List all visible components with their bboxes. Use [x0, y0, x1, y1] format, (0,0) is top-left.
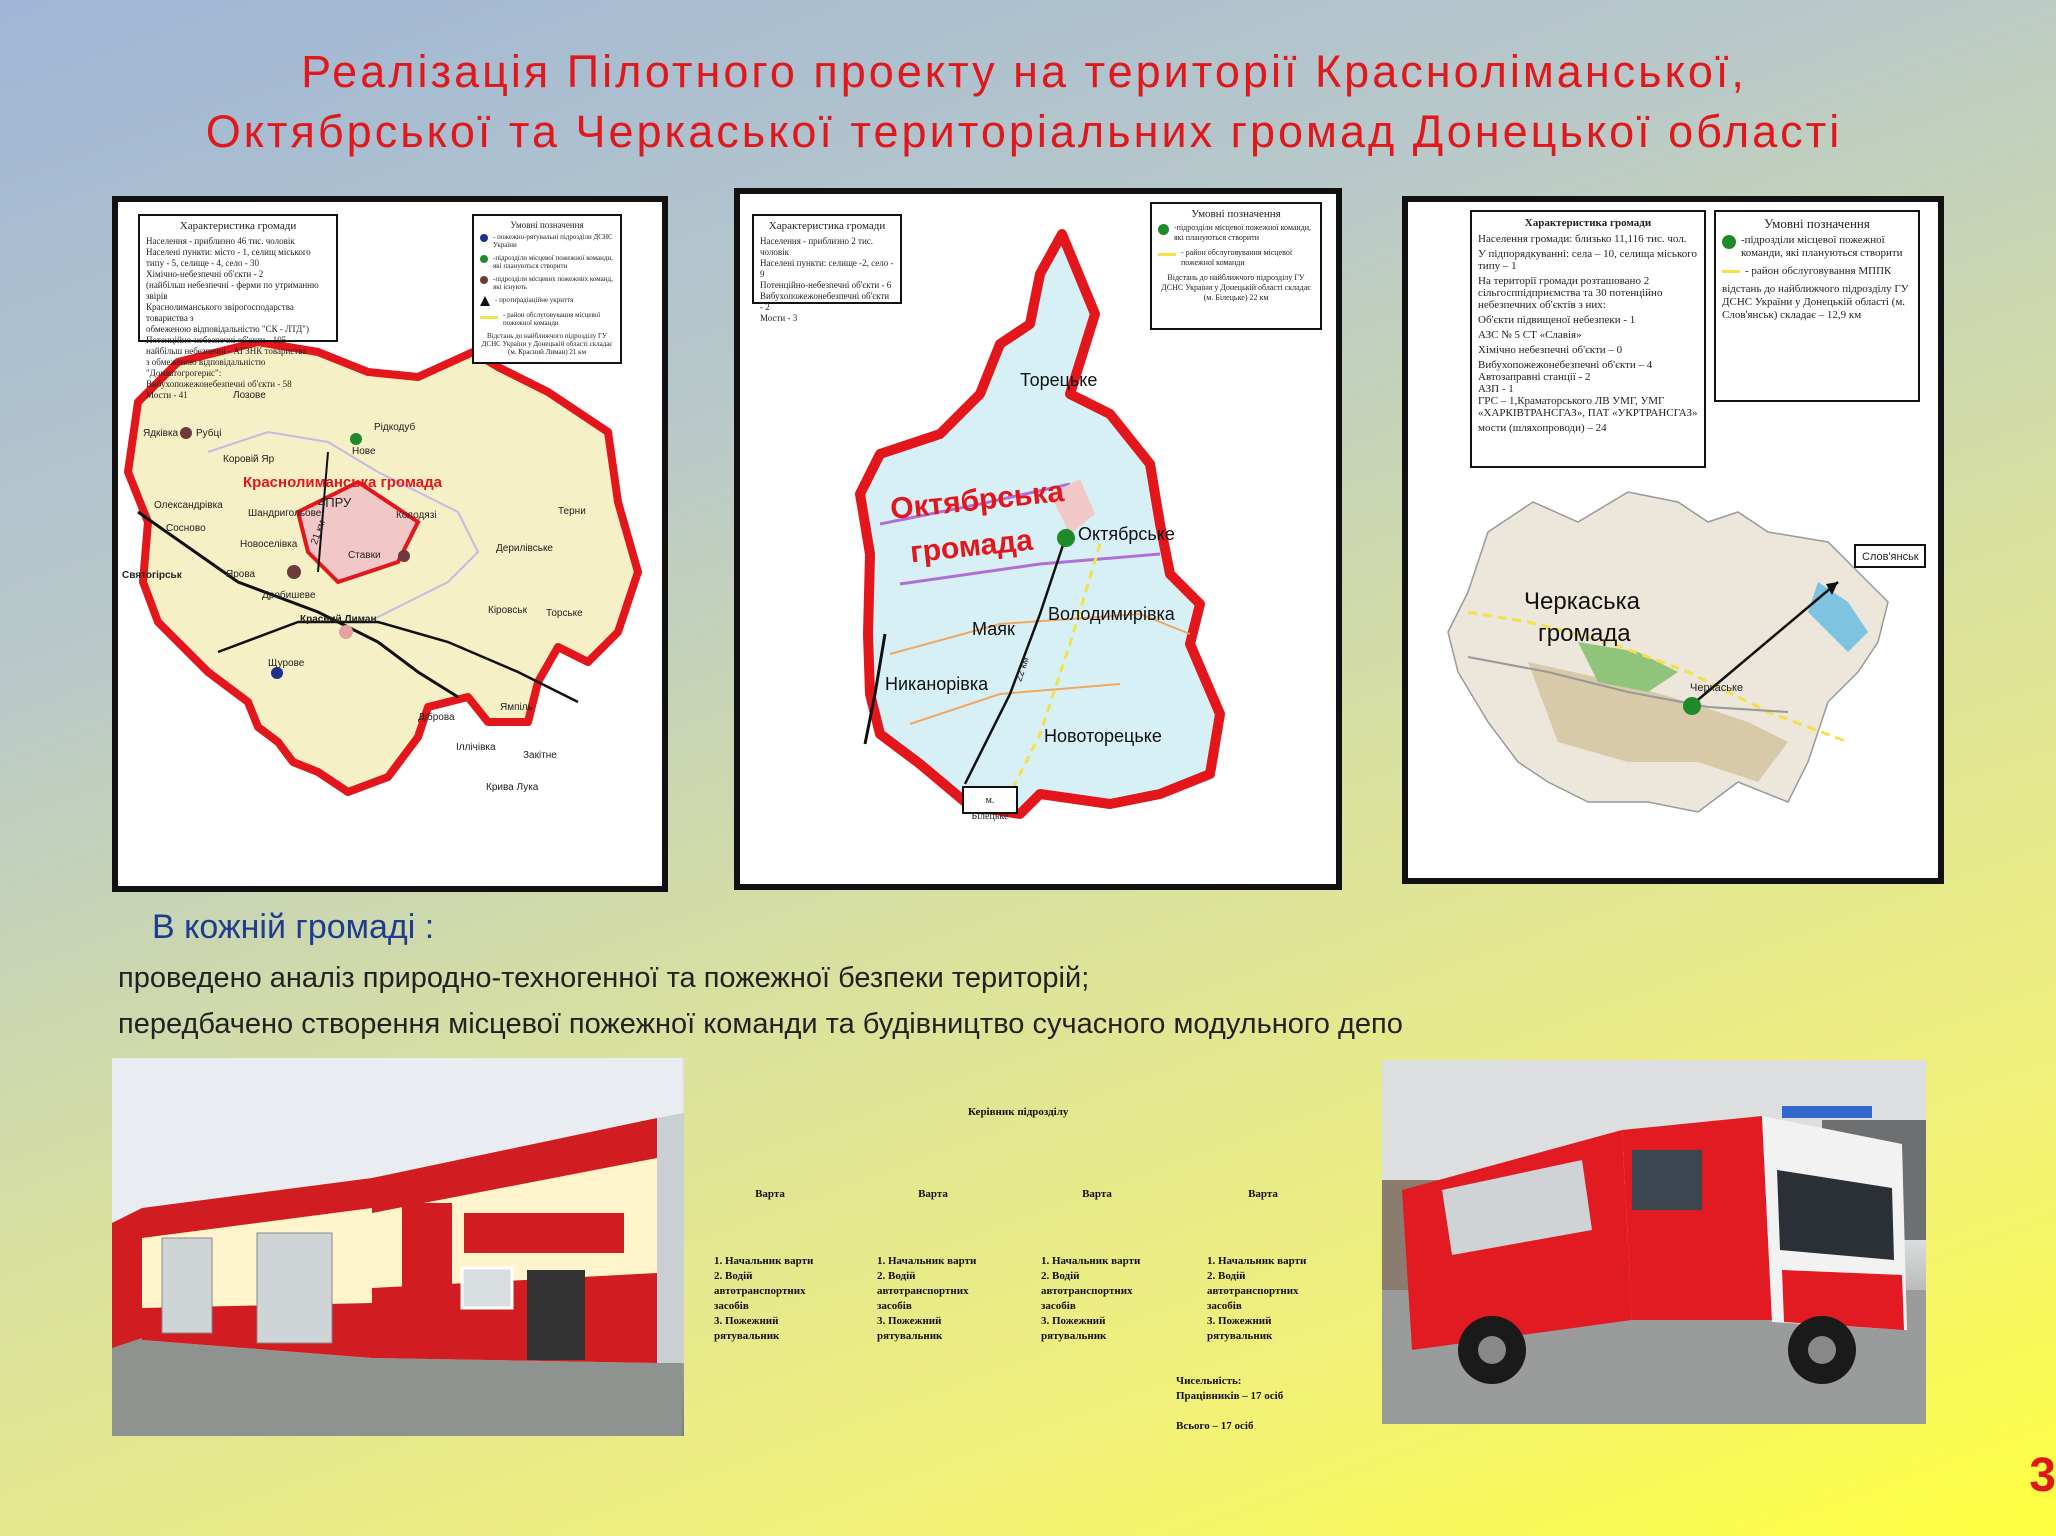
map-cherkaska: [1402, 196, 1944, 884]
watch-item: 3. Пожежний: [877, 1315, 942, 1327]
blue-dot-icon: [480, 234, 488, 242]
cherk-legend-box: [1714, 210, 1920, 402]
okt-legend-item: [1158, 248, 1314, 268]
okt-region-label-1: Октябрська: [888, 474, 1066, 527]
cherk-info-line: АЗП - 1: [1478, 383, 1514, 395]
town-label: Нове: [352, 446, 376, 457]
town-label: Черкаське: [1690, 682, 1744, 694]
okt-info-title: Характеристика громади: [768, 220, 886, 232]
town-label: Торське: [546, 608, 583, 619]
kras-distance-label: 21 км: [309, 518, 329, 547]
kras-region-label: Краснолиманська громада: [243, 474, 442, 491]
town-label: Октябрське: [1078, 524, 1175, 544]
kras-info-line: Мости - 41: [146, 390, 188, 400]
town-label: Рідкодуб: [374, 422, 416, 433]
town-label: Торецьке: [1020, 370, 1098, 390]
watch-item: 2. Водій: [714, 1270, 753, 1282]
kras-info-line: з обмеженою відповідальністю "Донавтогрогерис":: [146, 357, 266, 378]
town-label: Кіровськ: [488, 605, 527, 616]
watch-item: рятувальник: [877, 1330, 943, 1342]
cherk-info-line: Автозаправні станції - 2: [1478, 371, 1591, 383]
watch-item: 3. Пожежний: [1041, 1315, 1106, 1327]
okt-info-box: [752, 214, 902, 323]
cherk-legend-item: [1722, 265, 1912, 278]
watch-item: 1. Начальник варти: [877, 1255, 977, 1267]
brown-dot-icon: [480, 276, 488, 284]
kras-legend-box: [472, 214, 622, 364]
okt-info-line: Населення - приблизно 2 тис. чоловік: [760, 236, 874, 257]
kras-info-title: Характеристика громади: [179, 220, 297, 232]
kras-info-line: Хімічно-небезпечні об'єкти - 2: [146, 269, 264, 279]
cherk-info-line: Населення громади: близько 11,116 тис. чол.: [1478, 233, 1687, 245]
cherk-legend-note: відстань до найближчого підрозділу ГУ ДСНС України у Донецькій області (м. Слов'янськ) складає – 12,9 км: [1722, 283, 1909, 321]
kras-legend-item: [480, 311, 614, 327]
watch-title: Варта: [1248, 1188, 1278, 1200]
watch-item: 3. Пожежний: [1207, 1315, 1272, 1327]
town-label: Сосново: [166, 523, 206, 534]
watch-item: засобів: [1041, 1300, 1076, 1312]
kras-legend-item: [480, 275, 614, 291]
town-label: Новоторецьке: [1044, 726, 1162, 746]
cherk-region-label-1: Черкаська: [1524, 588, 1640, 615]
town-label: Ставки: [348, 550, 381, 561]
cherk-info-box: [1470, 210, 1706, 468]
fire-truck-photo: [1382, 1060, 1926, 1424]
town-label: Терни: [558, 506, 586, 517]
town-label: Шандригольове: [248, 508, 322, 519]
total-count: Всього – 17 осіб: [1176, 1420, 1254, 1432]
town-label: Олександрівка: [154, 500, 223, 511]
cherk-info-line: АЗС № 5 СТ «Славія»: [1478, 329, 1582, 341]
count-label: Чисельність:: [1176, 1375, 1242, 1387]
okt-distance-label: 22 км: [1013, 655, 1032, 684]
kras-legend-label: -підрозділи місцевих пожежних команд, які існують: [493, 275, 613, 291]
bullet-analysis: проведено аналіз природно-техногенної та пожежної безпеки територій;: [118, 962, 1090, 994]
town-label: Діброва: [418, 712, 455, 723]
slide-title-line-1: Реалізація Пілотного проекту на території Красноліманської,: [301, 46, 1747, 97]
town-label: Красний Лиман: [300, 614, 377, 625]
okt-info-line: Мости - 3: [760, 313, 798, 323]
kras-legend-item: [480, 254, 614, 270]
watch-item: рятувальник: [714, 1330, 780, 1342]
town-label: Коровій Яр: [223, 454, 275, 465]
fire-depot-drawing: [112, 1058, 684, 1436]
watch-item: автотранспортних: [877, 1285, 969, 1297]
okt-region-label-2: громада: [908, 523, 1035, 570]
map-krasnolymanska: [112, 196, 668, 892]
yellow-line-icon: [480, 316, 498, 319]
watch-item: 1. Начальник варти: [1207, 1255, 1307, 1267]
okt-info-line: Потенційно-небезпечні об'єкти - 6: [760, 280, 892, 290]
town-label: Новоселівка: [240, 539, 298, 550]
watch-title: Варта: [918, 1188, 948, 1200]
staff-count: [1176, 1374, 1283, 1434]
depot-number: 101: [532, 1138, 589, 1176]
green-dot-icon: [480, 255, 488, 263]
watch-list: [877, 1254, 976, 1344]
watch-title: Варта: [1082, 1188, 1112, 1200]
okt-legend-label: - район обслуговування місцевої пожежної команди: [1181, 248, 1293, 267]
kras-info-line: обмеженою відповідальністю "СК - ЛТД"): [146, 324, 309, 334]
kras-legend-item: [480, 233, 614, 249]
kras-info-line: найбільш небезпечні - АГЗНК товариства: [146, 346, 307, 356]
okt-city-box: [962, 786, 1018, 822]
map-oktiabrska: [734, 188, 1342, 890]
kras-legend-title: Умовні позначення: [510, 220, 584, 230]
town-label: Маяк: [972, 619, 1015, 639]
cherk-city-label: Слов'янськ: [1862, 551, 1919, 563]
yellow-line-icon: [1722, 270, 1740, 273]
town-label: Крива Лука: [486, 782, 539, 793]
watch-list: [1041, 1254, 1140, 1344]
green-dot-icon: [1158, 224, 1169, 235]
town-label: Іллічівка: [456, 742, 496, 753]
green-dot-icon: [1722, 235, 1736, 249]
watch-item: автотранспортних: [714, 1285, 806, 1297]
watch-item: засобів: [877, 1300, 912, 1312]
town-label: Колодязі: [396, 510, 437, 521]
org-lead: Керівник підрозділу: [968, 1106, 1069, 1118]
watch-list: [714, 1254, 813, 1344]
okt-legend-title: Умовні позначення: [1191, 208, 1281, 220]
town-label: Володимирівка: [1048, 604, 1175, 624]
yellow-line-icon: [1158, 253, 1176, 256]
okt-legend-note: Відстань до найближчого підрозділу ГУ ДСНС України у Донецькій області складає (м. Білецьке) 22 км: [1161, 273, 1311, 302]
cherk-info-line: мости (шляхопроводи) – 24: [1478, 422, 1607, 434]
cherk-info-line: У підпорядкуванні: села – 10, селища міського типу – 1: [1478, 248, 1697, 272]
watch-item: рятувальник: [1207, 1330, 1273, 1342]
bullet-creation: передбачено створення місцевої пожежної команди та будівництво сучасного модульного депо: [118, 1008, 1403, 1040]
kras-info-line: Населення - приблизно 46 тис. чоловік: [146, 236, 295, 246]
cherk-legend-label: -підрозділи місцевої пожежної команди, які плануються створити: [1741, 234, 1903, 259]
cherk-legend-label: - район обслуговування МППК: [1745, 265, 1892, 277]
town-label: Никанорівка: [885, 674, 989, 694]
okt-info-line: Вибухопожежонебезпечні об'єкти - 2: [760, 291, 890, 312]
watch-item: засобів: [714, 1300, 749, 1312]
town-label: Щурове: [268, 658, 305, 669]
town-label: Дробишеве: [262, 590, 316, 601]
cherk-info-line: Хімічно небезпечні об'єкти – 0: [1478, 344, 1623, 356]
town-label: Святогірськ: [122, 570, 182, 581]
kras-legend-note: Відстань до найближчого підрозділу ГУ ДСНС України у Донецькій області складає (м. Красний Лиман) 21 км: [481, 332, 613, 356]
watch-item: 2. Водій: [1207, 1270, 1246, 1282]
triangle-icon: [480, 296, 490, 306]
watch-item: автотранспортних: [1207, 1285, 1299, 1297]
workers-count: Працівників – 17 осіб: [1176, 1390, 1284, 1402]
kras-legend-item: [480, 296, 614, 306]
watch-item: 2. Водій: [1041, 1270, 1080, 1282]
okt-legend-label: -підрозділи місцевої пожежної команди, які плануються створити: [1174, 223, 1312, 242]
watch-item: 1. Начальник варти: [714, 1255, 814, 1267]
page-number: 3: [2029, 1449, 2056, 1502]
cherk-info-line: Об'єкти підвищеної небезпеки - 1: [1478, 314, 1636, 326]
cherk-region-label-2: громада: [1538, 620, 1631, 647]
kras-legend-label: - район обслуговування місцевої пожежної команди: [503, 311, 601, 327]
fire-truck-drawing: [1382, 1060, 1926, 1424]
town-label: Ярова: [226, 569, 256, 580]
kras-info-line: (найбільш небезпечні - ферми по утриманню звірів: [146, 280, 319, 301]
kras-legend-label: - протирадіаційне укриття: [495, 296, 574, 304]
kras-info-line: Потенційно-небезпечні об'єкти - 105: [146, 335, 287, 345]
cherk-info-line: На території громади розташовано 2 сільгосппідприємства та 30 потенційно небезпечних об'єктів з них:: [1478, 275, 1663, 311]
org-structure: [700, 1090, 1340, 1450]
watch-item: рятувальник: [1041, 1330, 1107, 1342]
town-label: Ямпіль: [500, 702, 533, 713]
town-label: Ядківка: [143, 428, 179, 439]
okt-legend-box: [1150, 202, 1322, 330]
kras-info-line: типу - 5, селище - 4, село - 30: [146, 258, 259, 268]
cherk-info-line: Вибухопожежонебезпечні об'єкти – 4: [1478, 359, 1653, 371]
section-heading: В кожній громаді :: [152, 908, 435, 946]
watch-list: [1207, 1254, 1306, 1344]
kras-shelter-label: 4ПРУ: [318, 495, 352, 510]
kras-legend-label: -підрозділи місцевої пожежної команди, які плануються створити: [493, 254, 613, 270]
cherk-info-line: ГРС – 1,Краматорського ЛВ УМГ, УМГ «ХАРКІВТРАНСГАЗ», ПАТ «УКРТРАНСГАЗ»: [1478, 395, 1698, 419]
kras-info-line: Краснолиманського звірогосподарства товариства з: [146, 302, 294, 323]
slide-title: [40, 42, 2008, 162]
fire-depot-photo: [112, 1058, 684, 1436]
town-label: Рубці: [196, 428, 222, 439]
watch-title: Варта: [755, 1188, 785, 1200]
watch-item: засобів: [1207, 1300, 1242, 1312]
cherk-city-box: [1854, 544, 1926, 568]
slide-title-line-2: Октябрської та Черкаської територіальних громад Донецької області: [205, 106, 1843, 157]
cherk-legend-title: Умовні позначення: [1764, 216, 1870, 231]
watch-item: 1. Начальник варти: [1041, 1255, 1141, 1267]
kras-legend-label: - пожежно-рятувальні підрозділи ДСНС України: [493, 233, 613, 249]
cherk-info-title: Характеристика громади: [1524, 217, 1652, 229]
cherk-legend-item: [1722, 234, 1912, 260]
watch-item: 3. Пожежний: [714, 1315, 779, 1327]
town-label: Лозове: [233, 390, 266, 401]
okt-info-line: Населені пункти: селище -2, село - 9: [760, 258, 894, 279]
town-label: Дерилівське: [496, 543, 553, 554]
kras-info-line: Населені пункти: місто - 1, селищ міського: [146, 247, 311, 257]
okt-legend-item: [1158, 223, 1314, 243]
watch-item: 2. Водій: [877, 1270, 916, 1282]
watch-item: автотранспортних: [1041, 1285, 1133, 1297]
town-label: Закітне: [523, 750, 557, 761]
kras-info-line: Вибухопожежонебезпечні об'єкти - 58: [146, 379, 292, 389]
okt-city-label: м. Білецьке: [971, 795, 1009, 822]
